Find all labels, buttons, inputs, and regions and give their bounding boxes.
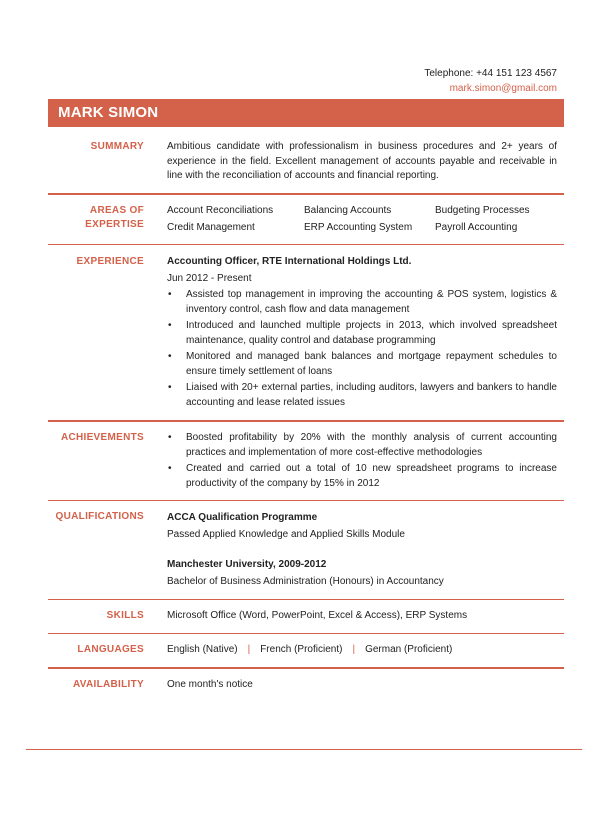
list-item: • Introduced and launched multiple projects in 2013, which involved spreadsheet maintenance, quality control and database programming	[167, 319, 557, 348]
expertise-label	[48, 204, 144, 232]
qualification-title: Manchester University, 2009-2012	[167, 559, 327, 570]
divider	[48, 599, 564, 600]
qualification-detail: Bachelor of Business Administration (Honours) in Accountancy	[167, 575, 444, 587]
expertise-item: ERP Accounting System	[304, 221, 413, 233]
achievements-label: ACHIEVEMENTS	[60, 432, 144, 443]
expertise-label-line2: EXPERTISE	[85, 219, 144, 230]
name-banner	[48, 99, 564, 127]
list-item: • Created and carried out a total of 10 new spreadsheet programs to increase productivity of the company by 15% in 2012	[167, 462, 557, 491]
divider	[48, 633, 564, 634]
language-item: French (Proficient)	[260, 644, 343, 655]
achievements-content	[167, 431, 557, 493]
qualification-detail: Passed Applied Knowledge and Applied Skills Module	[167, 528, 405, 540]
divider	[48, 500, 564, 501]
list-item: • Boosted profitability by 20% with the monthly analysis of current accounting practices and implementation of more cost-effective methodologies	[167, 431, 557, 460]
expertise-item: Account Reconciliations	[167, 205, 274, 216]
list-item: • Assisted top management in improving the accounting & POS system, logistics & inventory control, cash flow and data management	[167, 288, 557, 317]
expertise-item: Balancing Accounts	[304, 205, 392, 216]
expertise-grid	[167, 204, 557, 235]
separator: |	[352, 644, 356, 655]
job-dates: Jun 2012 - Present	[167, 272, 252, 284]
separator: |	[247, 644, 251, 655]
experience-content	[167, 255, 557, 412]
list-item: • Liaised with 20+ external parties, including auditors, lawyers and bankers to handle accounting and lease related issues	[167, 381, 557, 410]
email-link[interactable]: mark.simon@gmail.com	[449, 83, 557, 94]
expertise-item: Budgeting Processes	[435, 205, 530, 216]
footer-divider	[26, 749, 582, 750]
languages-label: LANGUAGES	[77, 644, 144, 655]
experience-label: EXPERIENCE	[76, 256, 144, 267]
language-item: English (Native)	[167, 644, 238, 655]
achievements-bullets	[167, 431, 557, 491]
skills-text: Microsoft Office (Word, PowerPoint, Excel & Access), ERP Systems	[167, 610, 468, 621]
contact-block	[424, 66, 557, 96]
languages-list	[167, 643, 557, 658]
expertise-item: Payroll Accounting	[435, 221, 518, 233]
summary-label: SUMMARY	[90, 141, 144, 152]
divider	[48, 420, 564, 422]
language-item: German (Proficient)	[365, 644, 453, 655]
qualification-title: ACCA Qualification Programme	[167, 512, 318, 523]
availability-text: One month's notice	[167, 679, 253, 690]
summary-text: Ambitious candidate with professionalism in business procedures and 2+ years of experience in the field. Excellent management of accounts payable and receivable in line with the reconciliation of accounts and financial reporting.	[167, 141, 557, 181]
expertise-label-line1: AREAS OF	[89, 205, 144, 216]
divider	[48, 667, 564, 669]
qualifications-label: QUALIFICATIONS	[55, 511, 144, 522]
candidate-name: MARK SIMON	[58, 104, 159, 121]
divider	[48, 193, 564, 195]
list-item: • Monitored and managed bank balances and mortgage repayment schedules to ensure timely settlement of loans	[167, 350, 557, 379]
telephone: Telephone: +44 151 123 4567	[424, 68, 557, 79]
divider	[48, 244, 564, 245]
skills-label: SKILLS	[106, 610, 144, 621]
qualifications-content	[167, 510, 557, 590]
experience-bullets	[167, 288, 557, 410]
job-title: Accounting Officer, RTE International Holdings Ltd.	[167, 256, 412, 267]
availability-label: AVAILABILITY	[72, 679, 144, 690]
expertise-item: Credit Management	[167, 221, 255, 233]
